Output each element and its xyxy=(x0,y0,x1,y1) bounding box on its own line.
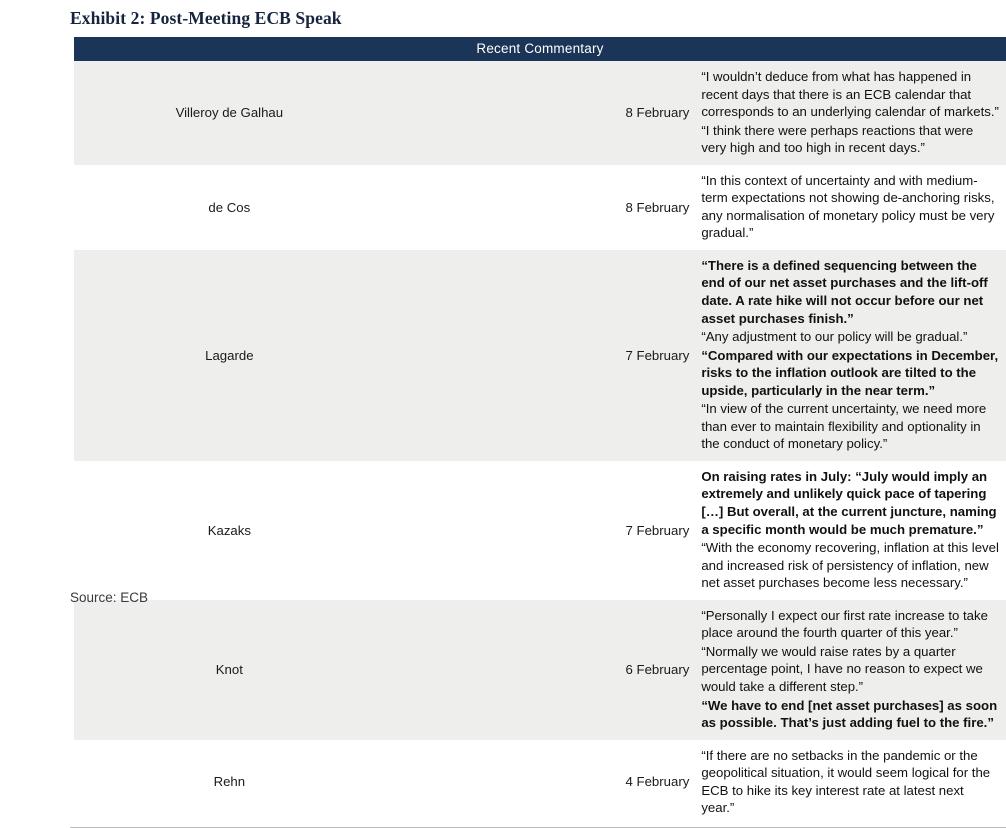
quote-list xyxy=(695,165,1006,250)
quote-text: “Any adjustment to our policy will be gradual.” xyxy=(701,329,968,345)
speech-date: 4 February xyxy=(385,740,696,825)
table-header-row xyxy=(74,37,1006,61)
table-row xyxy=(74,250,1006,461)
quote-list xyxy=(695,250,1006,461)
quote-text: “Compared with our expectations in December, risks to the inflation outlook are tilted to the upside, particularly in the near term.” xyxy=(701,347,999,398)
quote-list xyxy=(695,461,1006,600)
quote-text: “I think there were perhaps reactions that were very high and too high in recent days.” xyxy=(701,122,974,156)
speech-date: 7 February xyxy=(385,250,696,461)
table-body xyxy=(74,61,1006,825)
speech-date: 8 February xyxy=(385,61,696,165)
speech-date: 7 February xyxy=(385,461,696,600)
page-title: Exhibit 2: Post-Meeting ECB Speak xyxy=(70,8,342,28)
speech-date: 8 February xyxy=(385,165,696,250)
table-row xyxy=(74,61,1006,165)
speaker-name: Villeroy de Galhau xyxy=(74,61,385,165)
speaker-name: Lagarde xyxy=(74,250,385,461)
quote-text: “Normally we would raise rates by a quarter percentage point, I have no reason to expect we would take a different step.” xyxy=(701,643,983,694)
quote-list xyxy=(695,61,1006,165)
quote-list xyxy=(695,600,1006,740)
quote-text: “Personally I expect our first rate increase to take place around the fourth quarter of this year.” xyxy=(701,607,988,641)
quote-text: “With the economy recovering, inflation at this level and increased risk of persistency of inflation, new net asset purchases become less necessary.” xyxy=(701,540,999,591)
quote-text: “We have to end [net asset purchases] as soon as possible. That’s just adding fuel to the fire.” xyxy=(701,697,998,731)
commentary-table-wrapper xyxy=(74,37,1006,825)
quote-list xyxy=(695,740,1006,825)
quote-text: On raising rates in July: “July would imply an extremely and unlikely quick pace of tapering […] But overall, at the current juncture, naming a specific month would be much premature.” xyxy=(701,468,997,537)
quote-text: “I wouldn’t deduce from what has happened in recent days that there is an ECB calendar that corresponds to an underlying calendar of markets.” xyxy=(701,69,999,120)
table-row xyxy=(74,461,1006,600)
table-row xyxy=(74,165,1006,250)
speech-date: 6 February xyxy=(385,600,696,740)
table-head xyxy=(74,37,1006,61)
source-note: Source: ECB xyxy=(70,590,149,605)
speaker-name: de Cos xyxy=(74,165,385,250)
quote-text: “In this context of uncertainty and with medium-term expectations not showing de-anchoring risks, any normalisation of monetary policy must be very gradual.” xyxy=(701,172,995,241)
quote-text: “There is a defined sequencing between the end of our net asset purchases and the lift-off date. A rate hike will not occur before our net asset purchases finish.” xyxy=(701,257,988,326)
speaker-name: Rehn xyxy=(74,740,385,825)
quote-text: “In view of the current uncertainty, we need more than ever to maintain flexibility and optionality in the conduct of monetary policy.” xyxy=(701,401,987,452)
table-header-recent-commentary: Recent Commentary xyxy=(74,37,1006,61)
speaker-name: Knot xyxy=(74,600,385,740)
table-row xyxy=(74,600,1006,740)
speaker-name: Kazaks xyxy=(74,461,385,600)
table-row xyxy=(74,740,1006,825)
quote-text: “If there are no setbacks in the pandemic or the geopolitical situation, it would seem logical for the ECB to hike its key interest rate at latest next year.” xyxy=(701,747,991,816)
commentary-table xyxy=(74,37,1006,825)
